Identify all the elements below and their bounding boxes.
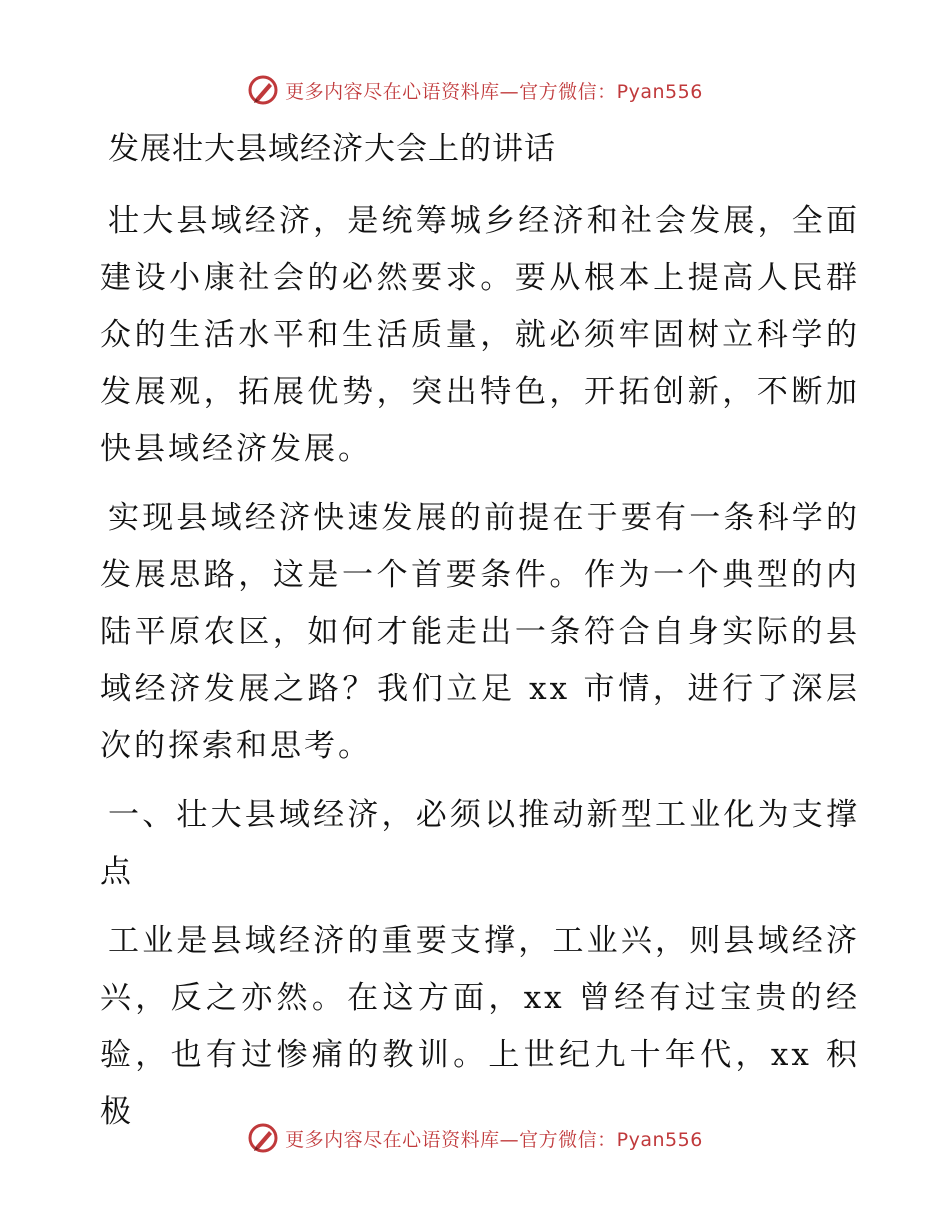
paragraph-3: 工业是县域经济的重要支撑，工业兴，则县域经济兴，反之亦然。在这方面，xx 曾经有过宝贵的经验，也有过惨痛的教训。上世纪九十年代，xx 积极 <box>100 923 860 1130</box>
watermark-suffix: 官方微信：Pyan556 <box>519 80 703 103</box>
watermark-separator: — <box>499 1128 520 1151</box>
watermark-suffix: 官方微信：Pyan556 <box>519 1128 703 1151</box>
document-title: 发展壮大县域经济大会上的讲话 <box>108 131 556 167</box>
footer-watermark <box>0 1118 950 1158</box>
pen-logo-icon <box>247 74 279 106</box>
document-body <box>100 125 860 1153</box>
section-heading-1: 一、壮大县域经济，必须以推动新型工业化为支撑点 <box>100 797 860 890</box>
paragraph-2: 实现县域经济快速发展的前提在于要有一条科学的发展思路，这是一个首要条件。作为一个典型的内陆平原农区，如何才能走出一条符合自身实际的县域经济发展之路？我们立足 xx 市情，进行了深层次的探索和思考。 <box>100 500 860 764</box>
paragraph-1: 壮大县域经济，是统筹城乡经济和社会发展，全面建设小康社会的必然要求。要从根本上提高人民群众的生活水平和生活质量，就必须牢固树立科学的发展观，拓展优势，突出特色，开拓创新，不断加快县域经济发展。 <box>100 203 860 467</box>
pen-logo-icon <box>247 1122 279 1154</box>
watermark-text: 更多内容尽在心语资料库 <box>285 80 500 103</box>
watermark-separator: — <box>499 80 520 103</box>
header-watermark <box>0 70 950 110</box>
watermark-text: 更多内容尽在心语资料库 <box>285 1128 500 1151</box>
